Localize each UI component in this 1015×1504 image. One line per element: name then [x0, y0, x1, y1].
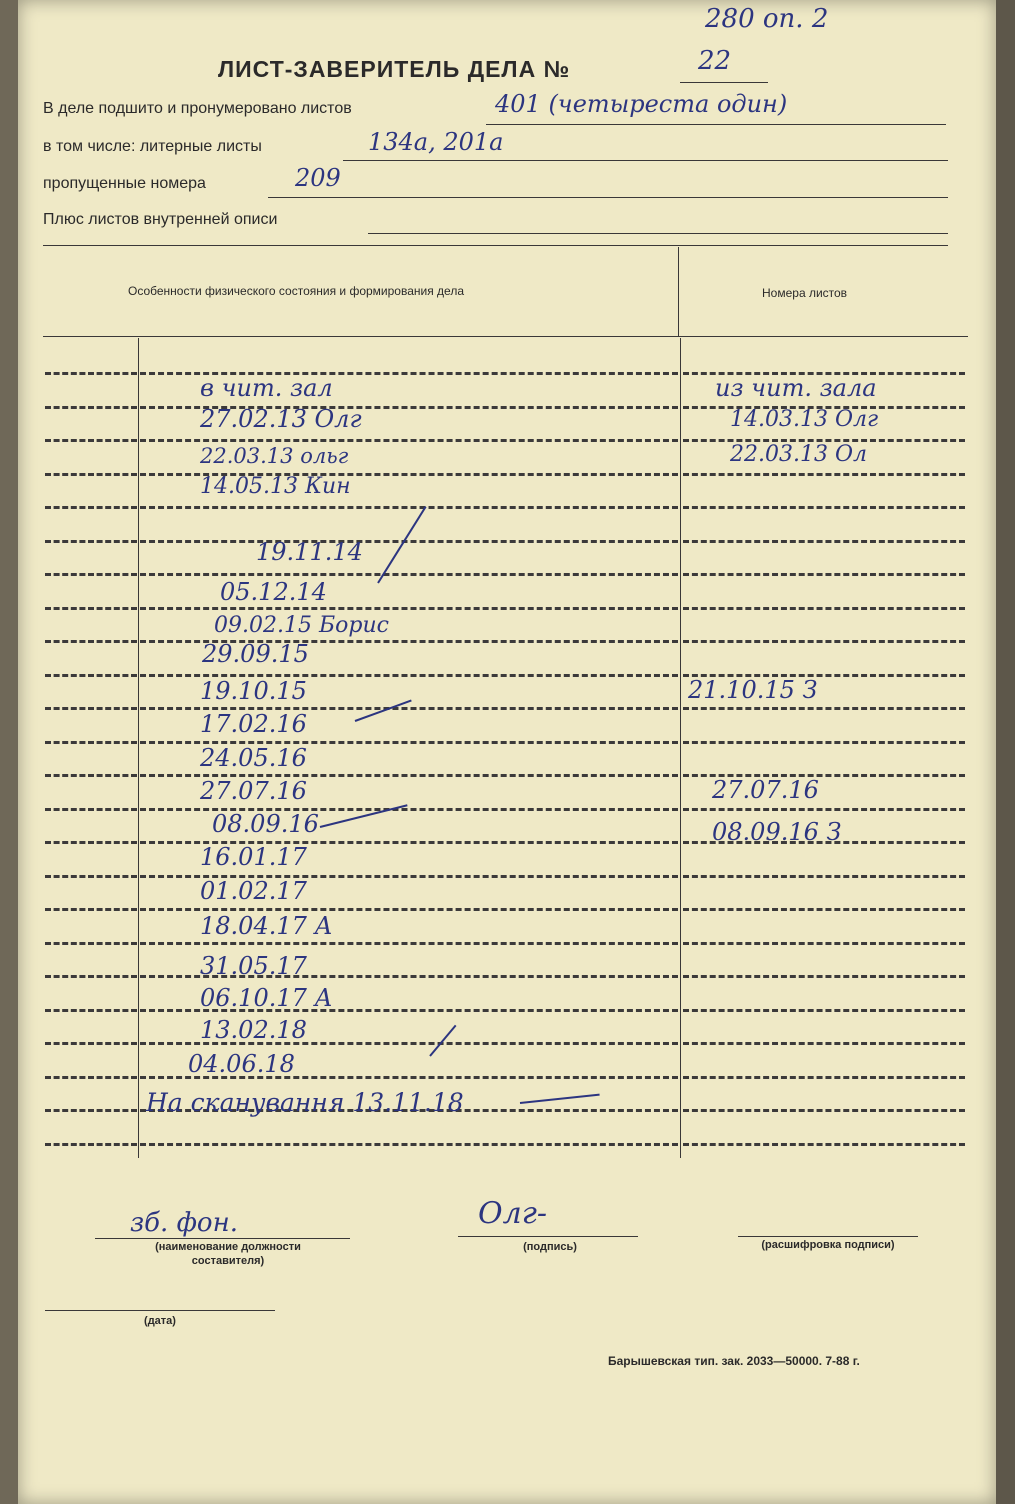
sheets-label: В деле подшито и пронумеровано листов	[43, 100, 352, 117]
right-entry: 21.10.15 З	[688, 676, 818, 704]
dashed-rule	[683, 540, 965, 543]
right-entry: 14.03.13 Олг	[730, 407, 879, 432]
dashed-rule	[45, 439, 137, 442]
dashed-rule	[45, 674, 137, 677]
case-number: 22	[698, 46, 732, 76]
dashed-rule	[683, 975, 965, 978]
dashed-rule	[45, 841, 137, 844]
dashed-rule	[683, 1143, 965, 1146]
left-entry: 22.03.13 ольг	[200, 444, 349, 468]
dashed-rule	[45, 875, 137, 878]
dashed-rule	[683, 1076, 965, 1079]
header-divider	[678, 247, 679, 337]
dashed-rule	[140, 908, 678, 911]
left-entry: 29.09.15	[202, 640, 309, 668]
left-entry: 06.10.17 А	[200, 984, 333, 1012]
dashed-rule	[45, 640, 137, 643]
dashed-rule	[45, 1143, 137, 1146]
position-underline	[95, 1238, 350, 1239]
decode-label: (расшифровка подписи)	[761, 1239, 895, 1251]
left-entry: 05.12.14	[220, 578, 327, 606]
dashed-rule	[140, 506, 678, 509]
dashed-rule	[45, 1009, 137, 1012]
left-entry: в чит. зал	[200, 374, 333, 402]
dashed-rule	[683, 607, 965, 610]
col2-header: Номера листов	[762, 286, 848, 300]
dashed-rule	[683, 741, 965, 744]
dashed-rule	[45, 406, 137, 409]
dashed-rule	[683, 473, 965, 476]
left-entry: 13.02.18	[200, 1016, 307, 1044]
left-entry: 08.09.16	[212, 810, 319, 838]
letter-sheets-label: в том числе: литерные листы	[43, 138, 262, 155]
col1-header: Особенности физического состояния и формирования дела	[128, 284, 464, 298]
dashed-rule	[683, 1042, 965, 1045]
dashed-rule	[140, 540, 678, 543]
left-entry: 04.06.18	[188, 1050, 295, 1078]
dashed-rule	[140, 573, 678, 576]
page-edge	[996, 0, 1015, 1504]
date-underline	[45, 1310, 275, 1311]
right-entry: 27.07.16	[712, 776, 819, 804]
date-label: (дата)	[144, 1315, 176, 1327]
left-entry: 27.07.16	[200, 777, 307, 805]
inner-inventory-underline	[368, 233, 948, 234]
dashed-rule	[45, 607, 137, 610]
position-value: зб. фон.	[130, 1208, 238, 1238]
missing-numbers-label: пропущенные номера	[43, 175, 206, 192]
sheets-value: 401 (четыреста один)	[495, 90, 788, 118]
dashed-rule	[45, 372, 137, 375]
dashed-rule	[45, 540, 137, 543]
dashed-rule	[683, 942, 965, 945]
signature-scribble: Олг-	[478, 1196, 547, 1231]
case-number-underline	[680, 82, 768, 83]
position-label: (наименование должности составителя)	[155, 1241, 301, 1267]
left-entry: 27.02.13 Олг	[200, 405, 362, 433]
left-entry: 19.10.15	[200, 677, 307, 705]
left-entry: 19.11.14	[256, 538, 363, 566]
right-entry: из чит. зала	[715, 374, 877, 402]
dashed-rule	[45, 808, 137, 811]
dashed-rule	[45, 1109, 137, 1112]
dashed-rule	[683, 1109, 965, 1112]
page-title: ЛИСТ-ЗАВЕРИТЕЛЬ ДЕЛА №	[218, 56, 571, 82]
dashed-rule	[45, 741, 137, 744]
archive-reference: 280 оп. 2	[705, 4, 829, 34]
dashed-rule	[683, 506, 965, 509]
decode-underline	[738, 1236, 918, 1237]
dashed-rule	[45, 506, 137, 509]
left-entry: На сканування 13.11.18	[146, 1088, 464, 1117]
dashed-rule	[45, 774, 137, 777]
right-entry: 22.03.13 Ол	[730, 442, 868, 467]
dashed-rule	[45, 942, 137, 945]
signature-label: (подпись)	[523, 1241, 577, 1253]
left-entry: 17.02.16	[200, 710, 307, 738]
dashed-rule	[140, 942, 678, 945]
table-top-line	[43, 245, 948, 246]
left-margin-divider	[138, 338, 139, 1158]
dashed-rule	[140, 607, 678, 610]
imprint: Барышевская тип. зак. 2033—50000. 7-88 г.	[608, 1354, 860, 1368]
dashed-rule	[683, 573, 965, 576]
dashed-rule	[45, 1076, 137, 1079]
dashed-rule	[683, 908, 965, 911]
right-column-divider	[680, 338, 681, 1158]
left-entry: 16.01.17	[200, 843, 307, 871]
dashed-rule	[140, 439, 678, 442]
left-entry: 09.02.15 Борис	[214, 613, 389, 638]
header-bottom-line	[43, 336, 968, 337]
dashed-rule	[45, 473, 137, 476]
missing-numbers-value: 209	[295, 164, 341, 192]
dashed-rule	[45, 1042, 137, 1045]
dashed-rule	[45, 573, 137, 576]
missing-numbers-underline	[268, 197, 948, 198]
dashed-rule	[683, 1009, 965, 1012]
left-entry: 31.05.17	[200, 952, 307, 980]
left-entry: 24.05.16	[200, 744, 307, 772]
dashed-rule	[683, 875, 965, 878]
inner-inventory-label: Плюс листов внутренней описи	[43, 211, 278, 228]
dashed-rule	[45, 707, 137, 710]
dashed-rule	[683, 808, 965, 811]
left-entry: 01.02.17	[200, 877, 307, 905]
dashed-rule	[683, 707, 965, 710]
sheets-underline	[486, 124, 946, 125]
letter-sheets-value: 134а, 201а	[368, 128, 504, 156]
dashed-rule	[45, 975, 137, 978]
dashed-rule	[683, 640, 965, 643]
letter-sheets-underline	[343, 160, 948, 161]
right-entry: 08.09.16 З	[712, 818, 842, 846]
left-entry: 18.04.17 А	[200, 912, 333, 940]
signature-underline	[458, 1236, 638, 1237]
left-entry: 14.05.13 Кин	[200, 474, 351, 499]
dashed-rule	[140, 1143, 678, 1146]
dashed-rule	[45, 908, 137, 911]
